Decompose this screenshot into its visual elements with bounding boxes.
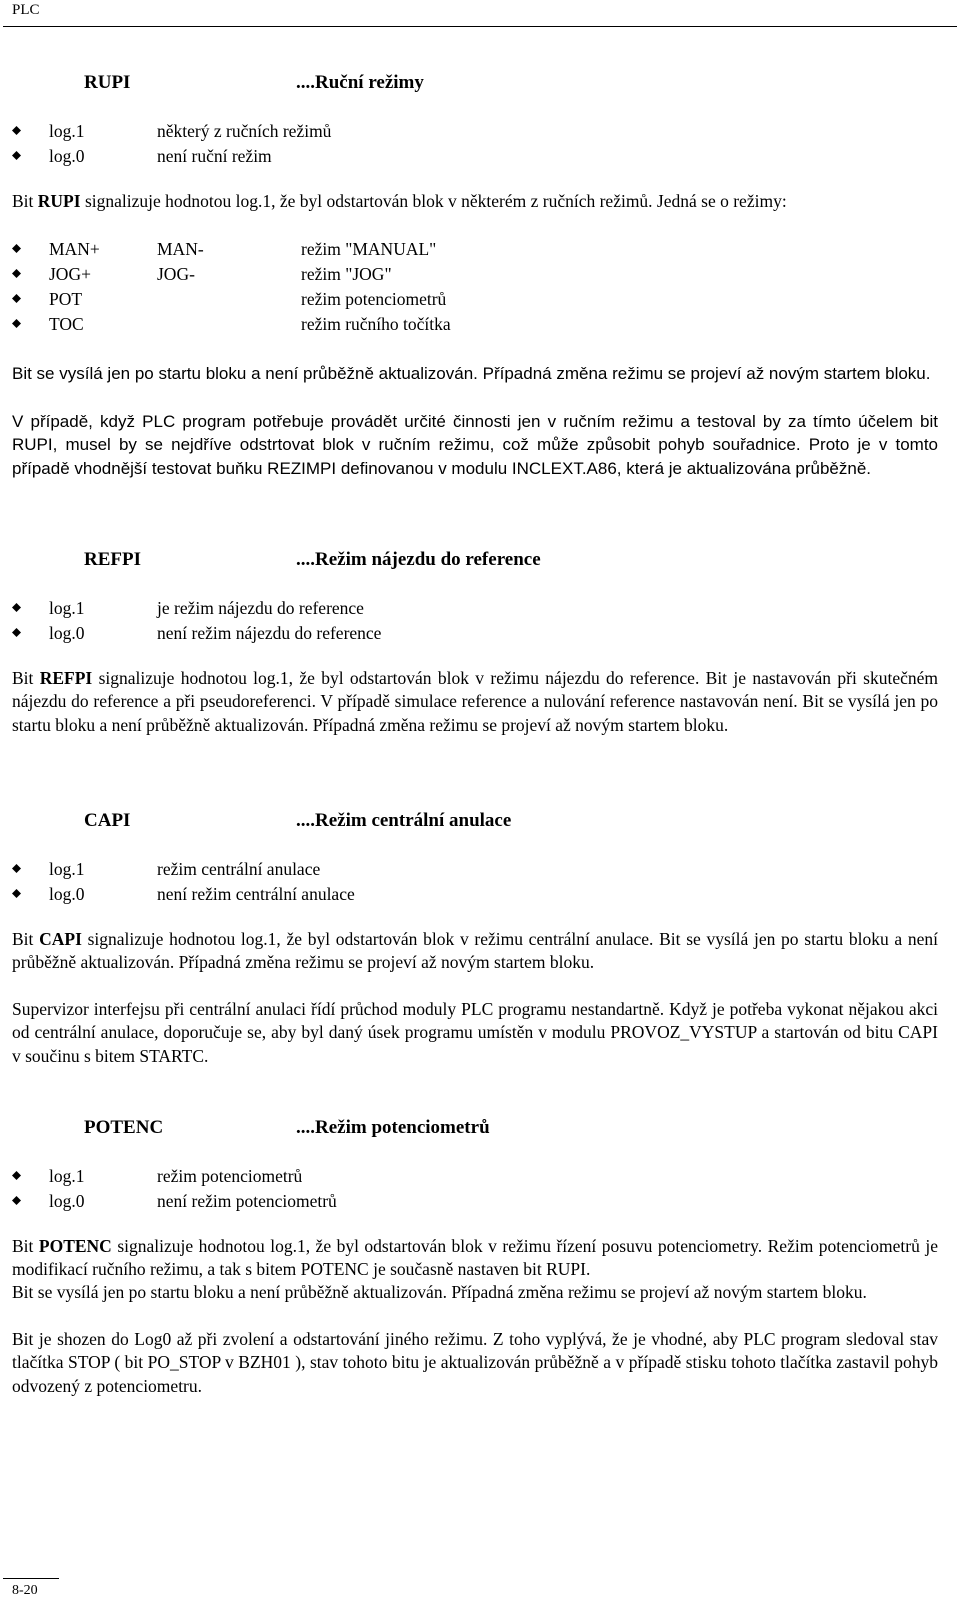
text-run: signalizuje hodnotou log.1, že byl odstartován blok v některém z ručních režimů. Jedná se o režimy: [80, 191, 787, 211]
diamond-bullet-icon [12, 294, 21, 303]
section-capi [12, 810, 954, 1080]
paragraph: V případě, když PLC program potřebuje provádět určité činnosti jen v ručním režimu a testoval by za tímto účelem bit RUPI, musel by se nejdříve odstrtovat blok v ručním režimu, což může způsobit pohyb souřadnice. Proto je v tomto případě vhodnější testovat buňku REZIMPI definovanou v modulu INCLEXT.A86, která je aktualizována průběžně. [12, 412, 938, 478]
section-code: REFPI [84, 549, 141, 570]
mode-description: režim "JOG" [301, 264, 392, 284]
section-potenc [12, 1117, 954, 1437]
mode-plus: POT [49, 289, 83, 309]
footer-divider [3, 1578, 59, 1579]
diamond-bullet-icon [12, 269, 21, 278]
bold-term: CAPI [39, 929, 82, 949]
bullet-value: log.0 [49, 623, 85, 643]
bold-term: RUPI [37, 191, 81, 211]
bullet-description: režim centrální anulace [157, 859, 321, 879]
page-number: 8-20 [12, 1583, 38, 1598]
section-title: ....Režim potenciometrů [296, 1117, 490, 1138]
section-rupi [12, 72, 954, 502]
bullet-value: log.0 [49, 1191, 85, 1211]
diamond-bullet-icon [12, 1196, 21, 1205]
text-run: Bit [12, 191, 38, 211]
bullet-value: log.1 [49, 598, 85, 618]
section-code: POTENC [84, 1117, 164, 1138]
paragraph: Bit se vysílá jen po startu bloku a není průběžně aktualizován. Případná změna režimu se projeví až novým startem bloku. [12, 1282, 867, 1302]
diamond-bullet-icon [12, 244, 21, 253]
section-code: CAPI [84, 810, 131, 831]
bullet-value: log.1 [49, 121, 85, 141]
mode-description: režim "MANUAL" [301, 239, 437, 259]
paragraph [12, 928, 938, 975]
text-run: Bit [12, 1236, 39, 1256]
mode-description: režim potenciometrů [301, 289, 447, 309]
bullet-value: log.1 [49, 859, 85, 879]
bullet-description: není režim potenciometrů [157, 1191, 337, 1211]
text-run: signalizuje hodnotou log.1, že byl odstartován blok v režimu řízení posuvu potenciometry. Režim potenciometrů je modifikací ručního režimu, a tak s bitem POTENC je současně nastaven bit RUPI. [12, 1236, 938, 1280]
text-run: signalizuje hodnotou log.1, že byl odstartován blok v režimu nájezdu do reference. Bit je nastavován při skutečném nájezdu do reference a při pseudoreferenci. V případě simulace reference a nulování reference nastavován není. Bit se vysílá jen po startu bloku a není průběžně aktualizován. Případná změna režimu se projeví až novým startem bloku. [12, 668, 938, 735]
bullet-description: není režim nájezdu do reference [157, 623, 382, 643]
paragraph: Bit se vysílá jen po startu bloku a není průběžně aktualizován. Případná změna režimu se projeví až novým startem bloku. [12, 364, 931, 383]
section-title: ....Režim centrální anulace [296, 810, 512, 831]
mode-plus: MAN+ [49, 239, 100, 259]
diamond-bullet-icon [12, 126, 21, 135]
diamond-bullet-icon [12, 319, 21, 328]
diamond-bullet-icon [12, 628, 21, 637]
section-refpi [12, 549, 954, 769]
paragraph [12, 667, 938, 737]
section-title: ....Ruční režimy [296, 72, 424, 93]
text-run: signalizuje hodnotou log.1, že byl odstartován blok v režimu centrální anulace. Bit se vysílá jen po startu bloku a není průběžně aktualizován. Případná změna režimu se projeví až novým startem bloku. [12, 929, 939, 973]
section-title: ....Režim nájezdu do reference [296, 549, 541, 570]
mode-minus: JOG- [157, 264, 195, 284]
header-divider [3, 26, 957, 27]
diamond-bullet-icon [12, 864, 21, 873]
bullet-value: log.1 [49, 1166, 85, 1186]
bullet-description: některý z ručních režimů [157, 121, 332, 141]
bullet-value: log.0 [49, 884, 85, 904]
mode-plus: JOG+ [49, 264, 91, 284]
paragraph [12, 1235, 938, 1282]
diamond-bullet-icon [12, 1171, 21, 1180]
diamond-bullet-icon [12, 151, 21, 160]
bold-term: POTENC [38, 1236, 112, 1256]
text-run: Bit [12, 668, 40, 688]
diamond-bullet-icon [12, 603, 21, 612]
bullet-description: není ruční režim [157, 146, 272, 166]
mode-plus: TOC [49, 314, 84, 334]
section-code: RUPI [84, 72, 131, 93]
bullet-description: není režim centrální anulace [157, 884, 355, 904]
bullet-description: režim potenciometrů [157, 1166, 303, 1186]
bullet-value: log.0 [49, 146, 85, 166]
bullet-description: je režim nájezdu do reference [157, 598, 364, 618]
bold-term: REFPI [39, 668, 93, 688]
paragraph: Supervizor interfejsu při centrální anulaci řídí průchod moduly PLC programu nestandartně. Když je potřeba vykonat nějakou akci od centrální anulace, doporučuje se, aby byl daný úsek programu umístěn v modulu PROVOZ_VYSTUP a startován od bitu CAPI v součinu s bitem STARTC. [12, 999, 938, 1066]
text-run: Bit [12, 929, 40, 949]
diamond-bullet-icon [12, 889, 21, 898]
mode-minus: MAN- [157, 239, 204, 259]
page-header-title: PLC [12, 2, 40, 18]
paragraph [12, 190, 938, 213]
paragraph: Bit je shozen do Log0 až při zvolení a odstartování jiného režimu. Z toho vyplývá, že je vhodné, aby PLC program sledoval stav tlačítka STOP ( bit PO_STOP v BZH01 ), stav tohoto bitu je aktualizován průběžně a v případě stisku tohoto tlačítka zastavil pohyb odvozený z potenciometru. [12, 1329, 938, 1396]
mode-description: režim ručního točítka [301, 314, 451, 334]
